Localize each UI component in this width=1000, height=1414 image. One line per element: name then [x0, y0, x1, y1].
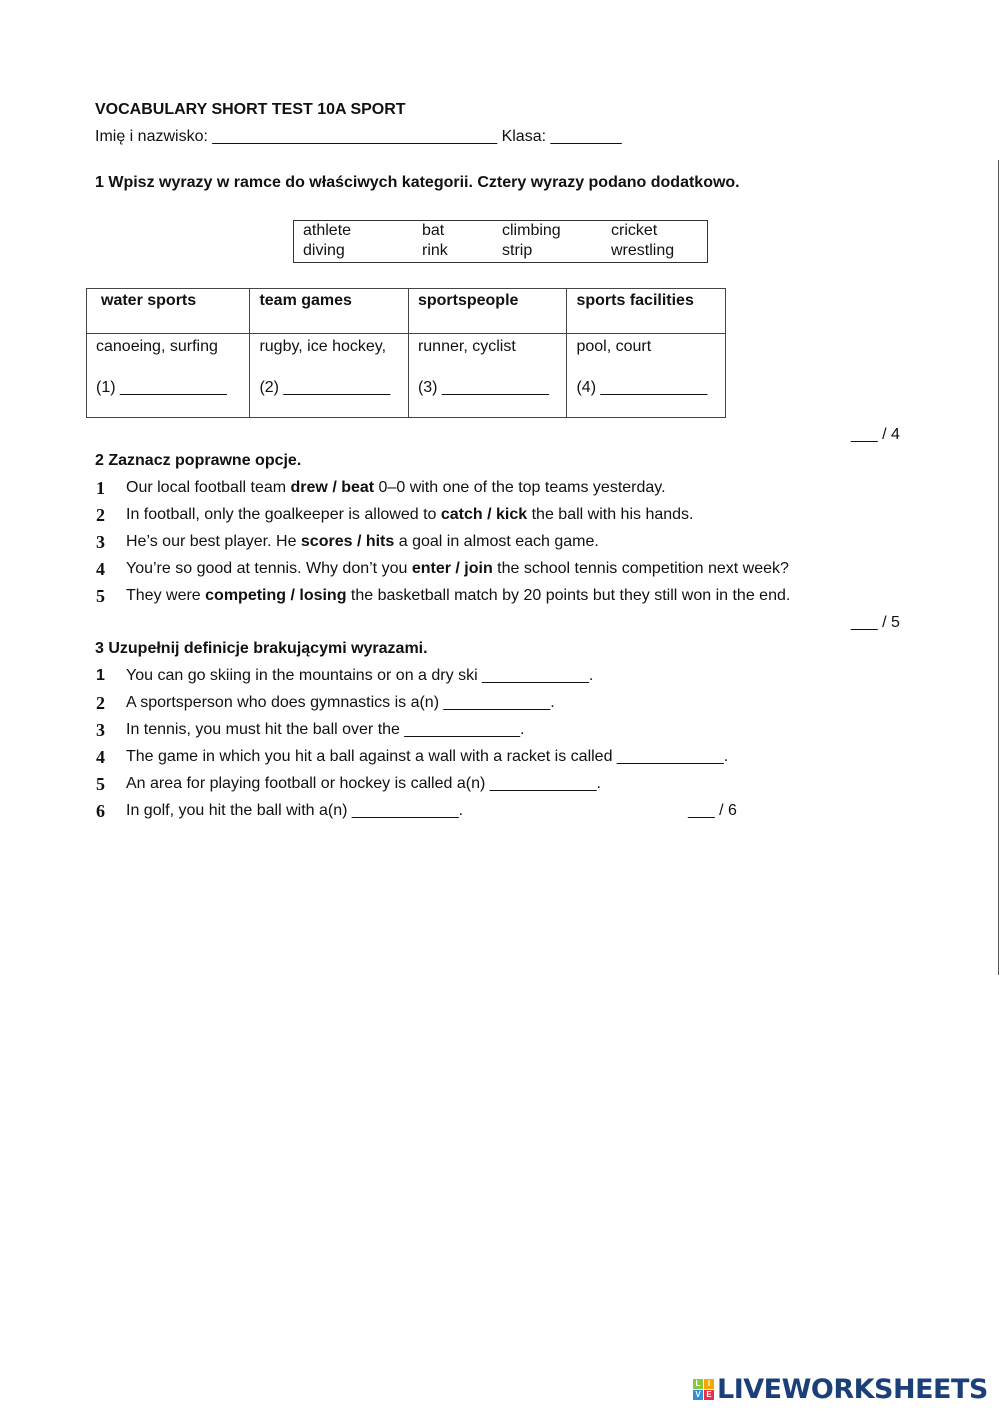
definition-item[interactable]: In golf, you hit the ball with a(n) ____________.	[126, 802, 464, 819]
liveworksheets-logo	[693, 1374, 988, 1405]
item-number: 1	[96, 667, 105, 684]
score-2: ___ / 5	[851, 614, 900, 631]
question-text: He’s our best player. He	[126, 533, 301, 550]
exercise-1-heading: 1 Wpisz wyrazy w ramce do właściwych kategorii. Cztery wyrazy podano dodatkowo.	[95, 174, 740, 191]
category-header: water sports	[87, 289, 250, 334]
question-text: the school tennis competition next week?	[492, 560, 789, 577]
example-words: runner, cyclist	[417, 338, 516, 355]
item-number: 4	[96, 559, 105, 579]
question-text: They were	[126, 587, 206, 604]
question-item	[126, 559, 789, 579]
item-number: 5	[96, 586, 105, 606]
definition-item[interactable]: An area for playing football or hockey is called a(n) ____________.	[126, 775, 601, 792]
question-text: Our local football team	[126, 479, 291, 496]
answer-options[interactable]: catch / kick	[440, 506, 528, 523]
word: diving	[303, 242, 345, 259]
item-number: 3	[96, 532, 105, 552]
word: strip	[502, 242, 533, 259]
example-words: canoeing, surfing	[96, 338, 218, 355]
page-title: VOCABULARY SHORT TEST 10A SPORT	[95, 101, 406, 118]
item-number: 2	[96, 693, 105, 713]
exercise-2-heading: 2 Zaznacz poprawne opcje.	[95, 452, 302, 469]
score-1: ___ / 4	[851, 426, 900, 443]
question-text: a goal in almost each game.	[394, 533, 599, 550]
answer-options[interactable]: competing / losing	[205, 587, 347, 604]
question-text: 0–0 with one of the top teams yesterday.	[374, 479, 666, 496]
exercise-3-heading: 3 Uzupełnij definicje brakującymi wyrazami.	[95, 640, 428, 657]
word: rink	[422, 242, 448, 259]
answer-blank-2[interactable]: (2) ____________	[259, 379, 391, 396]
example-words: pool, court	[576, 338, 652, 355]
logo-letter-tile: I	[704, 1379, 714, 1389]
item-number: 6	[96, 801, 105, 821]
question-text: the ball with his hands.	[527, 506, 694, 523]
logo-letter-tile: V	[693, 1390, 703, 1400]
category-header: sportspeople	[408, 289, 567, 334]
category-header: team games	[250, 289, 409, 334]
logo-icon	[693, 1379, 714, 1400]
margin-rule	[998, 160, 999, 975]
word: athlete	[303, 222, 352, 239]
category-table	[86, 288, 726, 418]
item-number: 3	[96, 720, 105, 740]
question-text: the basketball match by 20 points but they still won in the end.	[346, 587, 791, 604]
question-item	[126, 505, 693, 525]
item-number: 5	[96, 774, 105, 794]
answer-blank-4[interactable]: (4) ____________	[576, 379, 708, 396]
word: wrestling	[611, 242, 675, 259]
answer-options[interactable]: enter / join	[411, 560, 493, 577]
word: climbing	[502, 222, 561, 239]
item-number: 2	[96, 505, 105, 525]
category-cell	[250, 334, 409, 418]
answer-options[interactable]: drew / beat	[290, 479, 375, 496]
answer-blank-1[interactable]: (1) ____________	[96, 379, 227, 396]
question-text: In football, only the goalkeeper is allowed to	[126, 506, 441, 523]
item-number: 4	[96, 747, 105, 767]
example-words: rugby, ice hockey,	[259, 338, 387, 355]
category-cell	[408, 334, 567, 418]
answer-blank-3[interactable]: (3) ____________	[417, 379, 549, 396]
category-header: sports facilities	[567, 289, 726, 334]
name-class-line[interactable]: Imię i nazwisko: ________________________________ Klasa: ________	[95, 128, 622, 145]
category-cell	[87, 334, 250, 418]
question-item	[126, 532, 599, 552]
word: cricket	[611, 222, 658, 239]
item-number: 1	[96, 478, 105, 498]
definition-item[interactable]: In tennis, you must hit the ball over the _____________.	[126, 721, 525, 738]
definition-item[interactable]: The game in which you hit a ball against a wall with a racket is called ____________.	[126, 748, 729, 765]
logo-letter-tile: E	[704, 1390, 714, 1400]
question-text: You’re so good at tennis. Why don’t you	[126, 560, 412, 577]
category-cell	[567, 334, 726, 418]
logo-letter-tile: L	[693, 1379, 703, 1389]
definition-item[interactable]: You can go skiing in the mountains or on a dry ski ____________.	[126, 667, 594, 684]
question-item	[126, 478, 666, 498]
answer-options[interactable]: scores / hits	[300, 533, 395, 550]
logo-text: LIVEWORKSHEETS	[717, 1374, 988, 1405]
definition-item[interactable]: A sportsperson who does gymnastics is a(n) ____________.	[126, 694, 555, 711]
word-box	[293, 220, 708, 263]
word: bat	[422, 222, 445, 239]
score-3: ___ / 6	[688, 802, 737, 819]
question-item	[126, 586, 790, 606]
